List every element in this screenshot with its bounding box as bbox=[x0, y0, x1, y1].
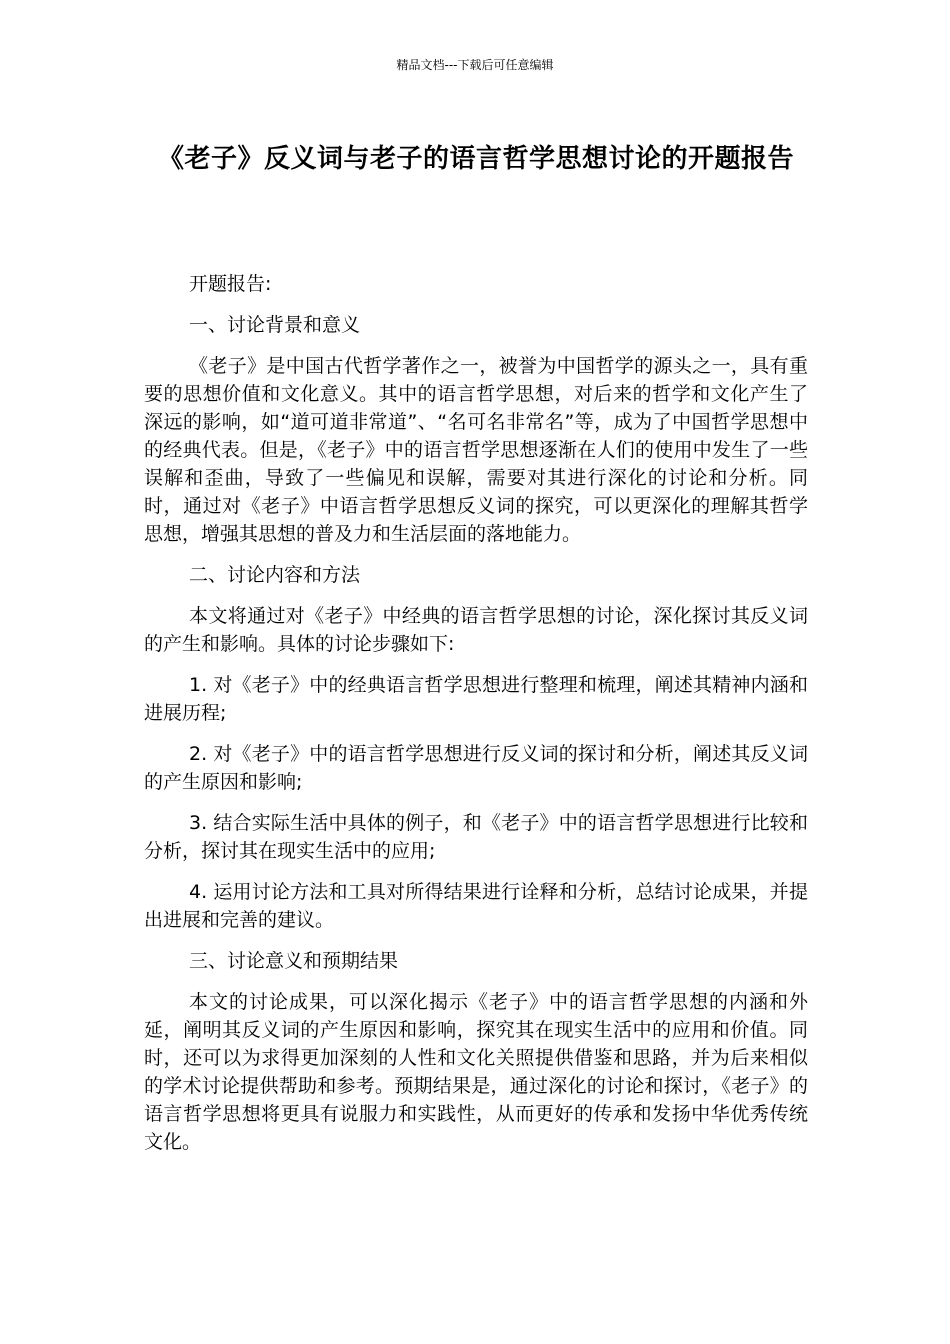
list-item: 4. 运用讨论方法和工具对所得结果进行诠释和分析，总结讨论成果，并提出进展和完善的建议。 bbox=[144, 881, 808, 931]
list-item: 2. 对《老子》中的语言哲学思想进行反义词的探讨和分析，阐述其反义词的产生原因和影响; bbox=[144, 743, 808, 793]
section1-paragraph: 《老子》是中国古代哲学著作之一，被誉为中国哲学的源头之一，具有重要的思想价值和文化意义。其中的语言哲学思想，对后来的哲学和文化产生了深远的影响，如“道可道非常道”、“名可名非常名”等，成为了中国哲学思想中的经典代表。但是，《老子》中的语言哲学思想逐渐在人们的使用中发生了一些误解和歪曲，导致了一些偏见和误解，需要对其进行深化的讨论和分析。同时，通过对《老子》中语言哲学思想反义词的探究，可以更深化的理解其哲学思想，增强其思想的普及力和生活层面的落地能力。 bbox=[144, 355, 808, 545]
section2-paragraph: 本文将通过对《老子》中经典的语言哲学思想的讨论，深化探讨其反义词的产生和影响。具体的讨论步骤如下: bbox=[144, 605, 808, 655]
page-header: 精品文档---下载后可任意编辑 bbox=[396, 58, 554, 72]
section3-heading: 三、讨论意义和预期结果 bbox=[189, 950, 399, 972]
document-title: 《老子》反义词与老子的语言哲学思想讨论的开题报告 bbox=[157, 144, 794, 174]
intro-label: 开题报告: bbox=[189, 273, 272, 295]
list-item: 1. 对《老子》中的经典语言哲学思想进行整理和梳理，阐述其精神内涵和进展历程; bbox=[144, 674, 808, 724]
list-item: 3. 结合实际生活中具体的例子，和《老子》中的语言哲学思想进行比较和分析，探讨其在现实生活中的应用; bbox=[144, 812, 808, 862]
document-body bbox=[144, 270, 808, 1169]
section1-heading: 一、讨论背景和意义 bbox=[189, 314, 361, 336]
section2-heading: 二、讨论内容和方法 bbox=[189, 564, 361, 586]
section3-paragraph: 本文的讨论成果，可以深化揭示《老子》中的语言哲学思想的内涵和外延，阐明其反义词的产生原因和影响，探究其在现实生活中的应用和价值。同时，还可以为求得更加深刻的人性和文化关照提供借鉴和思路，并为后来相似的学术讨论提供帮助和参考。预期结果是，通过深化的讨论和探讨，《老子》的语言哲学思想将更具有说服力和实践性，从而更好的传承和发扬中华优秀传统文化。 bbox=[144, 991, 808, 1153]
